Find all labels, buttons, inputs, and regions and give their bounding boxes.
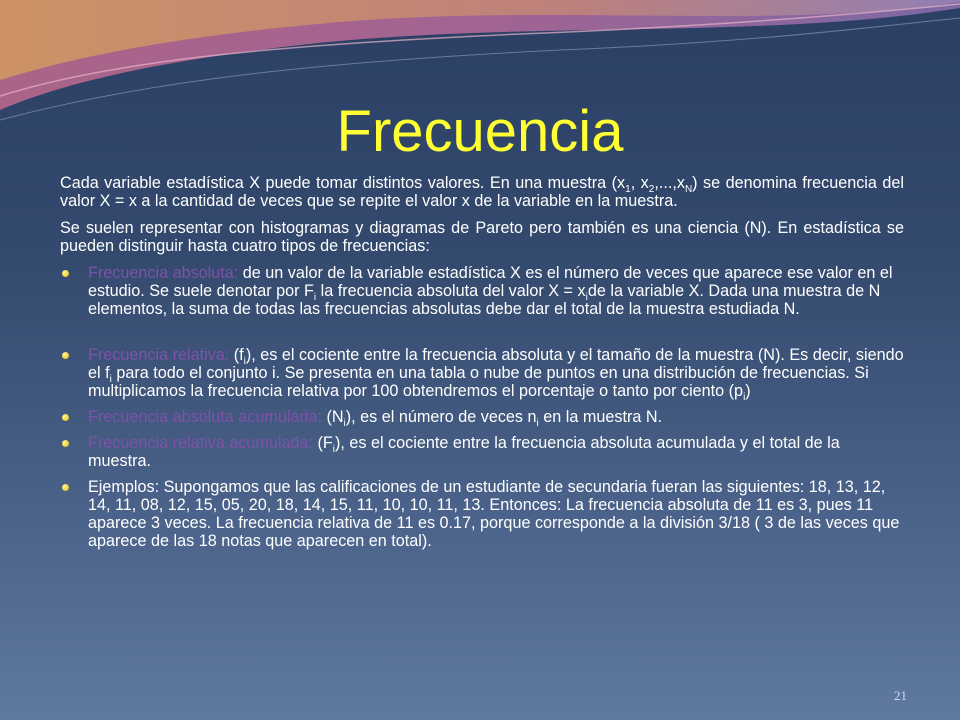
types-intro-paragraph: Se suelen representar con histogramas y diagramas de Pareto pero también es una ciencia (N). En estadística se pueden distinguir hasta cuatro tipos de frecuencias:	[60, 219, 904, 255]
bullet-icon	[62, 352, 69, 359]
text-run: (f	[229, 346, 244, 364]
page-number: 21	[894, 688, 907, 703]
text-run: , x	[630, 174, 649, 192]
subscript: i	[585, 292, 588, 304]
subscript: i	[743, 392, 746, 404]
subscript: i	[536, 418, 539, 430]
subscript: i	[332, 444, 335, 456]
subscript: i	[243, 356, 246, 368]
term-label: Frecuencia relativa:	[88, 346, 230, 364]
text-run: ) se denomina frecuencia del valor X = x a la cantidad de veces que se repite el valor x de la variable en la muestra.	[60, 174, 904, 210]
bullet-icon	[62, 270, 69, 277]
bullet-icon	[62, 414, 69, 421]
text-run: )	[745, 382, 751, 400]
text-run: (F	[312, 434, 333, 452]
subscript: 2	[648, 184, 655, 196]
text-run: para todo el conjunto i. Se presenta en una tabla o nube de puntos en una distribución de frecuencias. Si multiplicamos la frecuencia relativa por 100 obtendremos el porcentaje o tanto por ciento (p	[88, 364, 869, 400]
term-label: Frecuencia absoluta:	[88, 264, 239, 282]
subscript: 1	[625, 184, 631, 196]
slide-title: Frecuencia	[336, 99, 624, 164]
bullet-icon	[62, 440, 69, 447]
text-run: ), es el número de veces n	[345, 408, 537, 426]
list-item-cumulative-absolute-frequency	[60, 408, 904, 430]
text-run: ), es el cociente entre la frecuencia absoluta acumulada y el total de la muestra.	[88, 434, 840, 470]
slide-body	[60, 174, 904, 558]
text-run: ), es el cociente entre la frecuencia absoluta y el tamaño de la muestra (N). Es decir, siendo el f	[88, 346, 904, 382]
text-run: Ejemplos: Supongamos que las calificaciones de un estudiante de secundaria fueran las siguientes: 18, 13, 12, 14, 11, 08, 12, 15, 05, 20, 18, 14, 15, 11, 10, 10, 11, 13. Entonces: La frecuencia absoluta de 11 es 3, pues 11 aparece 3 veces. La frecuencia relativa de 11 es 0.17, porque corresponde a la división 3/18 ( 3 de las veces que aparece de las 18 notas que aparecen en total).	[88, 478, 900, 550]
intro-paragraph	[60, 174, 904, 210]
subscript: i	[313, 292, 317, 304]
text-run: de la variable X. Dada una muestra de N elementos, la suma de todas las frecuencias absolutas debe dar el total de la muestra estudiada N.	[88, 282, 881, 318]
text-run: (N	[321, 408, 344, 426]
text-run: de un valor de la variable estadística X es el número de veces que aparece ese valor en el estudio. Se suele denotar por F	[88, 264, 893, 300]
subscript: N	[684, 184, 693, 196]
text-run: ,...,x	[654, 174, 685, 192]
list-item-relative-frequency	[60, 346, 904, 404]
list-item-examples	[60, 478, 904, 550]
list-item-cumulative-relative-frequency	[60, 434, 904, 470]
frequency-types-list	[60, 264, 904, 550]
term-label: Frecuencia absoluta acumulada:	[88, 408, 322, 426]
text-run: la frecuencia absoluta del valor X = x	[316, 282, 586, 300]
subscript: i	[343, 418, 346, 430]
text-run: Cada variable estadística X puede tomar distintos valores. En una muestra (x	[60, 174, 626, 192]
text-run: en la muestra N.	[538, 408, 663, 426]
term-label: Frecuencia relativa acumulada:	[88, 434, 313, 452]
bullet-icon	[62, 484, 69, 491]
subscript: i	[109, 374, 112, 386]
list-item-absolute-frequency	[60, 264, 904, 318]
